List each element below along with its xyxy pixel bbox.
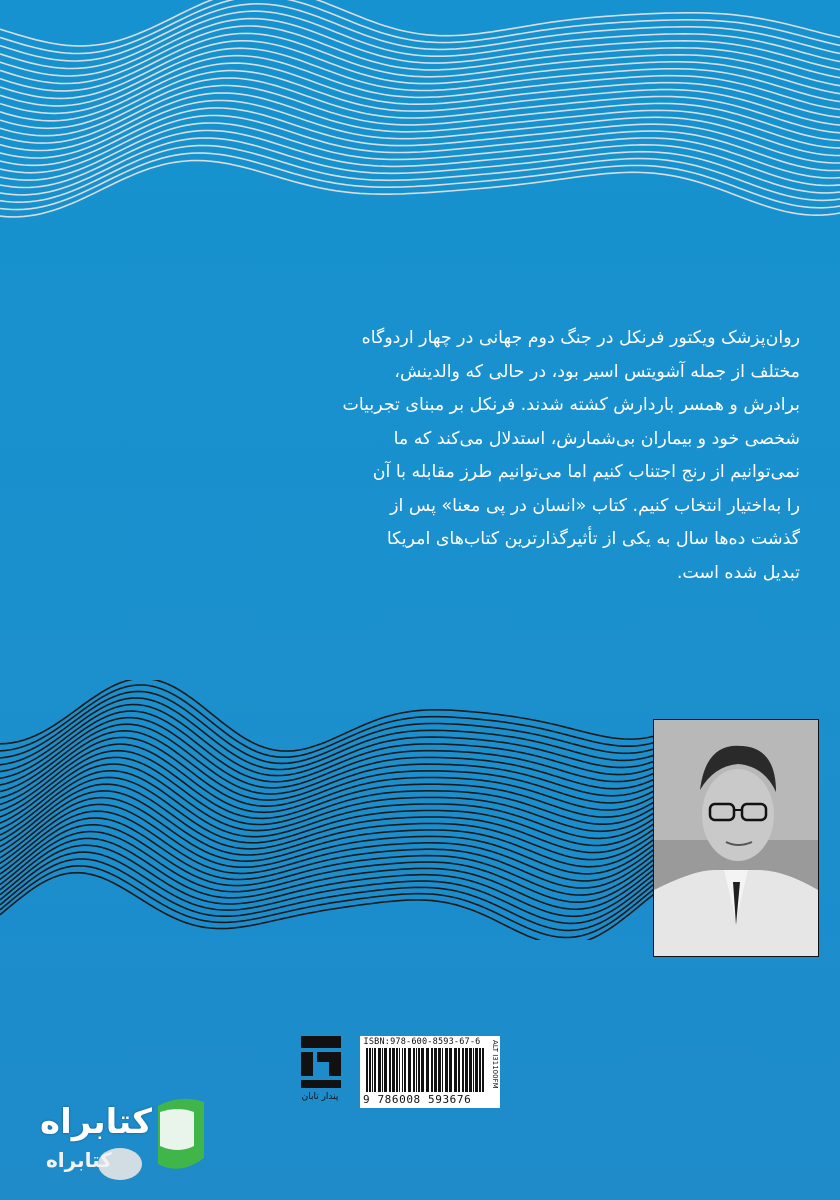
barcode-bar — [438, 1048, 441, 1092]
barcode-bar — [372, 1048, 373, 1092]
barcode-bar — [374, 1048, 376, 1092]
publisher-name: پندار تابان — [301, 1092, 339, 1102]
wave-line — [0, 685, 660, 757]
barcode-bar — [449, 1048, 452, 1092]
barcode-bar — [473, 1048, 474, 1092]
blurb-line: را به‌اختیار انتخاب کنیم. کتاب «انسان در پی معنا» پس از — [390, 495, 800, 516]
barcode-bar — [431, 1048, 433, 1092]
blurb-line: نمی‌توانیم از رنج اجتناب کنیم اما می‌توانیم طرز مقابله با آن — [372, 462, 800, 482]
blurb-line: گذشت ده‌ها سال به یکی از تأثیرگذارترین کتاب‌های امریکا — [386, 529, 800, 549]
blurb-line: روان‌پزشک ویکتور فرنکل در جنگ دوم جهانی در چهار اردوگاه — [361, 328, 800, 348]
barcode-bar — [454, 1048, 457, 1092]
barcode-bar — [382, 1048, 383, 1092]
barcode-bar — [366, 1048, 368, 1092]
barcode-bar — [404, 1048, 406, 1092]
barcode-bar — [384, 1048, 387, 1092]
barcode-bar — [475, 1048, 478, 1092]
barcode-bar — [458, 1048, 460, 1092]
barcode-bar — [392, 1048, 395, 1092]
barcode-bar — [389, 1048, 391, 1092]
wave-line — [0, 691, 660, 763]
isbn-label: ISBN:978-600-8593-67-6 — [363, 1037, 481, 1047]
barcode-bar — [413, 1048, 415, 1092]
author-portrait — [653, 719, 819, 957]
wave-line — [0, 838, 660, 909]
blurb-line: شخصی خود و بیماران بی‌شمارش، استدلال می‌کند که ما — [393, 428, 800, 449]
wave-line — [0, 0, 840, 54]
middle-wave-lines — [0, 680, 660, 940]
wave-line — [0, 161, 840, 217]
barcode-bar — [465, 1048, 468, 1092]
barcode-bar — [421, 1048, 424, 1092]
barcode-bar — [434, 1048, 437, 1092]
barcode-bar — [408, 1048, 411, 1092]
barcode-bar — [416, 1048, 417, 1092]
barcode-bar — [399, 1048, 400, 1092]
barcode-bar — [462, 1048, 464, 1092]
wave-line — [0, 4, 840, 61]
wave-line — [0, 0, 840, 46]
barcode-digits: 9 786008 593676 — [363, 1093, 472, 1106]
barcode-bar — [482, 1048, 484, 1092]
barcode-bar — [469, 1048, 472, 1092]
wave-line — [0, 153, 840, 210]
barcode-bar — [396, 1048, 398, 1092]
watermark-subtext: کتابراه — [46, 1148, 112, 1172]
barcode-bar — [369, 1048, 371, 1092]
barcode-bar — [418, 1048, 420, 1092]
blurb-line: تبدیل شده است. — [676, 562, 800, 583]
barcode-bar — [445, 1048, 448, 1092]
barcode-bar — [402, 1048, 403, 1092]
barcode-side-code: ALT I31100FM — [491, 1040, 499, 1089]
blurb-line: مختلف از جمله آشویتس اسیر بود، در حالی که والدینش، — [394, 361, 800, 382]
barcode-bar — [442, 1048, 443, 1092]
back-cover-blurb — [38, 322, 800, 590]
barcode-bar — [426, 1048, 429, 1092]
barcode-bar — [479, 1048, 481, 1092]
wave-line — [0, 845, 660, 916]
barcode-bar — [378, 1048, 381, 1092]
watermark-text: کتابراه — [40, 1102, 153, 1142]
top-wave-lines — [0, 0, 840, 260]
blurb-line: برادرش و همسر باردارش کشته شدند. فرنکل بر مبنای تجربیات — [342, 395, 800, 415]
